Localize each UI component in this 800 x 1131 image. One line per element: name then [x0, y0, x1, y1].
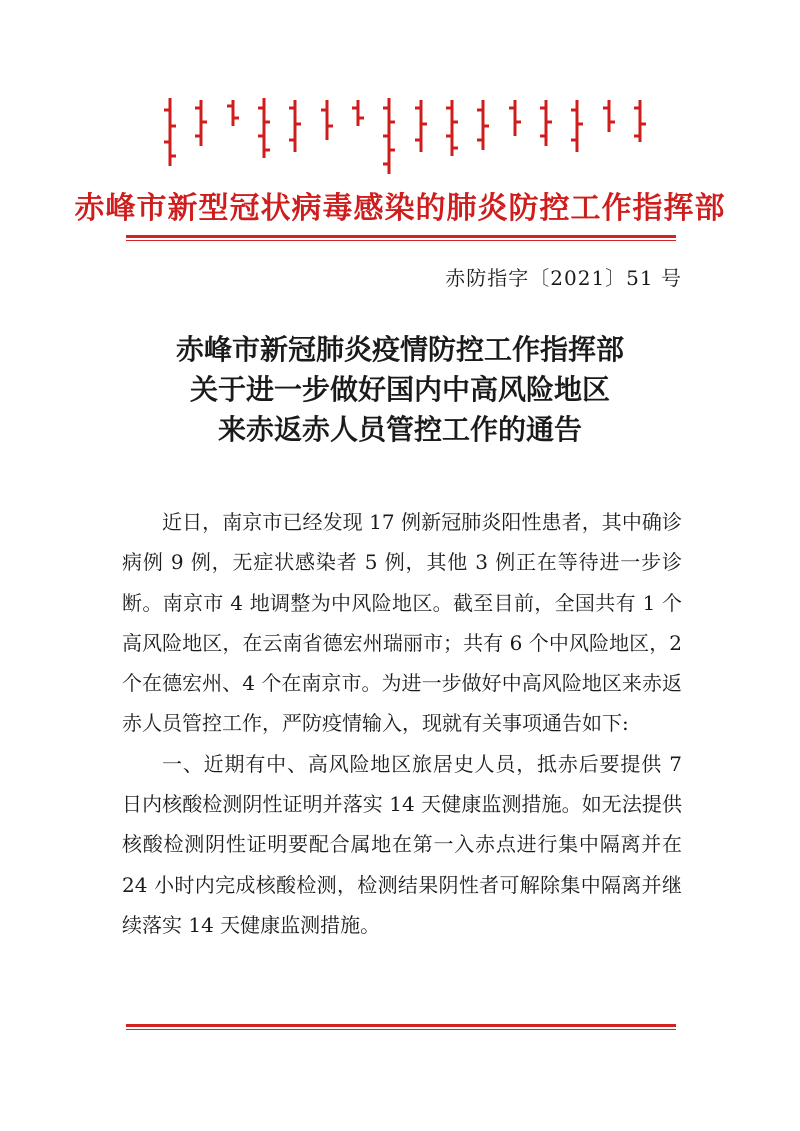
- mongolian-script-logo: [379, 96, 399, 176]
- mongolian-script-logo: [567, 96, 587, 176]
- organization-name: 赤峰市新型冠状病毒感染的肺炎防控工作指挥部: [74, 191, 726, 226]
- mongolian-script-logo: [160, 96, 180, 176]
- document-number: 赤防指字〔2021〕51 号: [445, 266, 682, 290]
- title-line: 赤峰市新冠肺炎疫情防控工作指挥部: [175, 333, 624, 366]
- mongolian-script-header: [160, 96, 650, 176]
- body-paragraph: 近日，南京市已经发现 17 例新冠肺炎阳性患者，其中确诊病例 9 例，无症状感染者 5 例，其他 3 例正在等待进一步诊断。南京市 4 地调整为中风险地区。截至目前，全国共有 1 个高风险地区，在云南省德宏州瑞丽市；共有 6 个中风险地区，2 个在德宏州、4 个在南京市。为进一步做好中高风险地区来赤返赤人员管控工作，严防疫情输入，现就有关事项通告如下:: [122, 510, 682, 736]
- mongolian-script-logo: [191, 96, 211, 176]
- mongolian-script-logo: [223, 96, 243, 176]
- title-line: 关于进一步做好国内中高风险地区: [189, 373, 610, 406]
- mongolian-script-logo: [599, 96, 619, 176]
- mongolian-script-logo: [317, 96, 337, 176]
- document-body: [122, 502, 682, 945]
- mongolian-script-logo: [630, 96, 650, 176]
- mongolian-script-logo: [505, 96, 525, 176]
- mongolian-script-logo: [536, 96, 556, 176]
- mongolian-script-logo: [411, 96, 431, 176]
- document-title: [0, 330, 800, 450]
- mongolian-script-logo: [473, 96, 493, 176]
- footer-divider: [126, 1024, 676, 1030]
- header-divider: [126, 235, 676, 241]
- mongolian-script-logo: [285, 96, 305, 176]
- mongolian-script-logo: [254, 96, 274, 176]
- title-line: 来赤返赤人员管控工作的通告: [217, 413, 582, 446]
- body-paragraph: 一、近期有中、高风险地区旅居史人员，抵赤后要提供 7 日内核酸检测阴性证明并落实 14 天健康监测措施。如无法提供核酸检测阴性证明要配合属地在第一入赤点进行集中隔离并在 24 小时内完成核酸检测，检测结果阴性者可解除集中隔离并继续落实 14 天健康监测措施。: [122, 751, 682, 937]
- mongolian-script-logo: [442, 96, 462, 176]
- mongolian-script-logo: [348, 96, 368, 176]
